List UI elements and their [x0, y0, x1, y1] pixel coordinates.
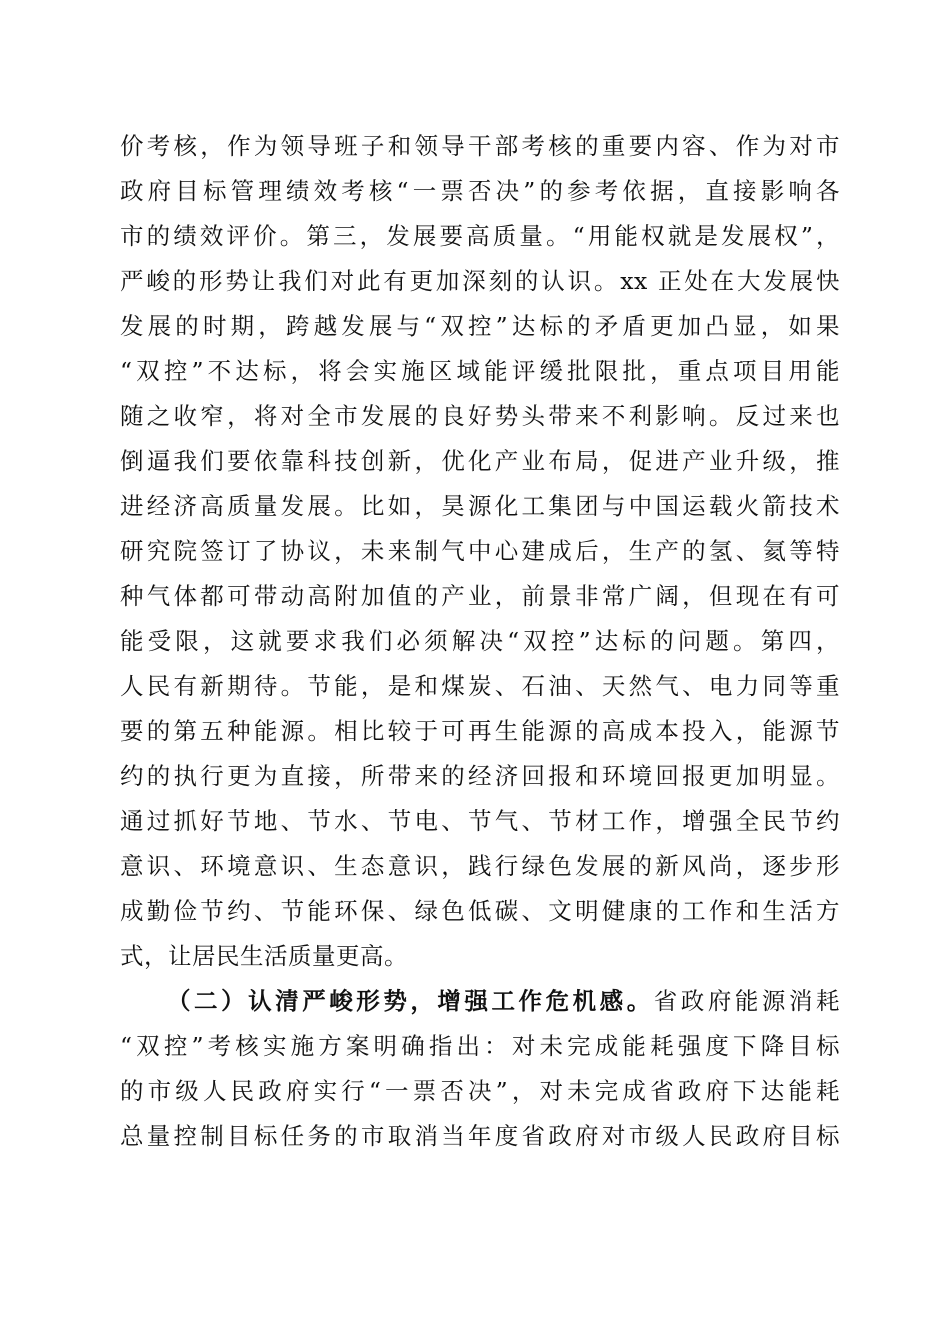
text-line: 随之收窄，将对全市发展的良好势头带来不利影响。反过来也 — [120, 402, 840, 430]
text-line: 严峻的形势让我们对此有更加深刻的认识。xx 正处在大发展快 — [120, 267, 840, 295]
text-line: “双控”考核实施方案明确指出：对未完成能耗强度下降目标 — [120, 1032, 840, 1060]
text-line: 成勤俭节约、节能环保、绿色低碳、文明健康的工作和生活方 — [120, 897, 840, 925]
text-line: 总量控制目标任务的市取消当年度省政府对市级人民政府目标 — [120, 1122, 840, 1150]
text-line: 式，让居民生活质量更高。 — [120, 942, 408, 970]
text-line: 价考核，作为领导班子和领导干部考核的重要内容、作为对市 — [120, 132, 840, 160]
text-line: 的市级人民政府实行“一票否决”，对未完成省政府下达能耗 — [120, 1077, 840, 1105]
text-line: 种气体都可带动高附加值的产业，前景非常广阔，但现在有可 — [120, 582, 840, 610]
text-line: 通过抓好节地、节水、节电、节气、节材工作，增强全民节约 — [120, 807, 840, 835]
text-line: 研究院签订了协议，未来制气中心建成后，生产的氢、氦等特 — [120, 537, 840, 565]
text-line: 意识、环境意识、生态意识，践行绿色发展的新风尚，逐步形 — [120, 852, 840, 880]
body-text — [120, 124, 840, 1159]
section-heading-rest: 省政府能源消耗 — [653, 987, 840, 1015]
text-line: 要的第五种能源。相比较于可再生能源的高成本投入，能源节 — [120, 717, 840, 745]
text-line: 发展的时期，跨越发展与“双控”达标的矛盾更加凸显，如果 — [120, 312, 840, 340]
text-line: 市的绩效评价。第三，发展要高质量。“用能权就是发展权”， — [120, 222, 840, 250]
section-heading: （二）认清严峻形势，增强工作危机感。 — [167, 987, 654, 1015]
text-line: 人民有新期待。节能，是和煤炭、石油、天然气、电力同等重 — [120, 672, 840, 700]
text-line: 进经济高质量发展。比如，昊源化工集团与中国运载火箭技术 — [120, 492, 840, 520]
text-line: 能受限，这就要求我们必须解决“双控”达标的问题。第四， — [120, 627, 840, 655]
text-line: 政府目标管理绩效考核“一票否决”的参考依据，直接影响各 — [120, 177, 840, 205]
text-line: “双控”不达标，将会实施区域能评缓批限批，重点项目用能 — [120, 357, 840, 385]
text-line: 约的执行更为直接，所带来的经济回报和环境回报更加明显。 — [120, 762, 840, 790]
section-heading-line — [120, 979, 840, 1024]
text-line: 倒逼我们要依靠科技创新，优化产业布局，促进产业升级，推 — [120, 447, 840, 475]
